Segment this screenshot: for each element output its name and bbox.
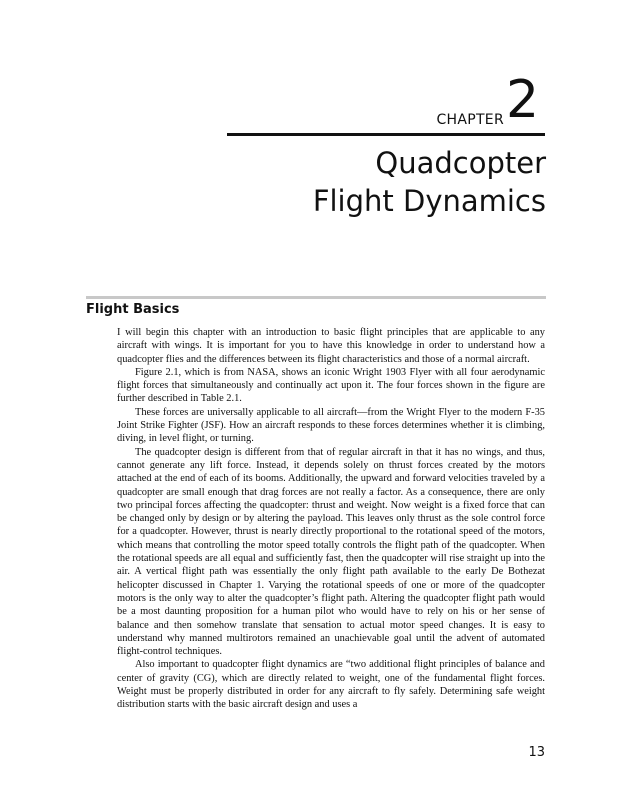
chapter-title-line-2: Flight Dynamics	[312, 184, 546, 218]
paragraph: These forces are universally applicable to all aircraft—from the Wright Flyer to the modern F-35 Joint Strike Fighter (JSF). How an aircraft responds to these forces determines whether it is climbing, diving, in level flight, or turning.	[117, 406, 545, 445]
body-text	[117, 326, 545, 712]
paragraph: Also important to quadcopter flight dynamics are “two additional flight principles of balance and center of gravity (CG), which are directly related to weight, one of the fundamental flight forces. Weight must be properly distributed in order for any aircraft to fly safely. Determining safe weight distribution starts with the basic aircraft design and uses a	[117, 659, 545, 711]
chapter-label: CHAPTER	[436, 112, 504, 128]
chapter-rule	[227, 133, 545, 136]
chapter-number: 2	[506, 70, 540, 130]
paragraph: I will begin this chapter with an introduction to basic flight principles that are applicable to any aircraft with wings. It is important for you to have this knowledge in order to understand how a quadcopter flies and the differences between its flight characteristics and those of a normal aircraft.	[117, 327, 545, 365]
chapter-title	[200, 144, 546, 220]
section-heading: Flight Basics	[86, 302, 180, 317]
paragraph: The quadcopter design is different from that of regular aircraft in that it has no wings, and thus, cannot generate any lift force. Instead, it depends solely on thrust forces created by the motors attached at the end of each of its booms. Additionally, the upward and forward velocities traveled by a quadcopter are small enough that drag forces are not really a factor. As a consequence, there are only two principal forces affecting the quadcopter: thrust and weight. Now weight is a fixed force that can be changed only by design or by altering the payload. This leaves only thrust as the sole control force for a quadcopter. However, thrust is nearly directly proportional to the rotational speed of the motors, which means that controlling the motor speed totally controls the flight path of the quadcopter. When the rotational speeds are all equal and sufficiently fast, then the quadcopter will rise straight up into the air. A vertical flight path was essentially the only flight path available to the early De Bothezat helicopter discussed in Chapter 1. Varying the rotational speeds of one or more of the quadcopter motors is the only way to alter the quadcopter’s flight path. Altering the quadcopter flight path would be a most daunting proposition for a human pilot who would have to rely on his or her sense of balance and then somehow translate that sensation to actual motor speed changes. It is easy to understand why manned multirotors remained an unachievable goal until the advent of automated flight-control techniques.	[117, 446, 546, 658]
chapter-title-line-1: Quadcopter	[375, 146, 546, 180]
page-number: 13	[528, 745, 545, 760]
paragraph: Figure 2.1, which is from NASA, shows an iconic Wright 1903 Flyer with all four aerodynamic flight forces that simultaneously and continually act upon it. The four forces shown in the figure are further described in Table 2.1.	[117, 366, 545, 405]
section-divider	[86, 296, 546, 299]
